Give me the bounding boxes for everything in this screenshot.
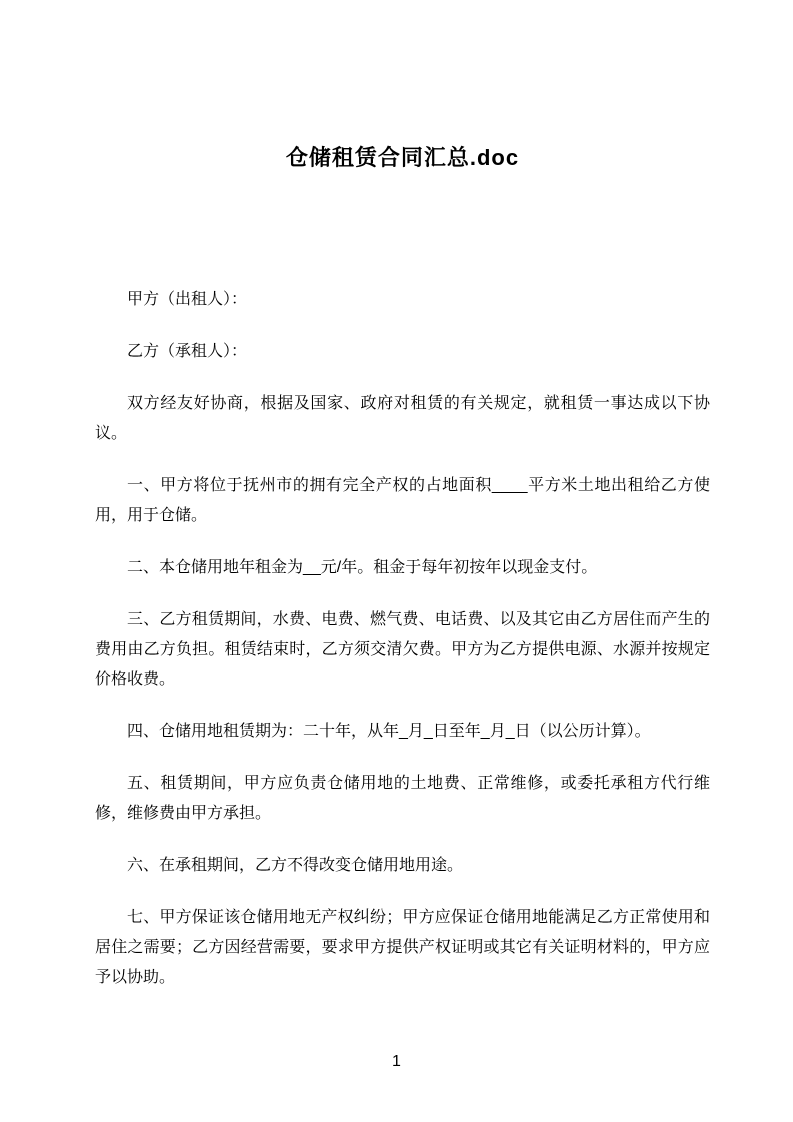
paragraph-party-a: 甲方（出租人）： [127,291,248,308]
paragraph-clause-4: 四、仓储用地租赁期为：二十年，从年_月_日至年_月_日（以公历计算）。 [127,723,651,740]
paragraph-party-b: 乙方（承租人）： [127,343,248,360]
paragraph-clause-5: 五、租赁期间，甲方应负责仓储用地的土地费、正常维修，或委托承租方代行维修，维修费由甲方承担。 [95,775,710,822]
page-number: 1 [392,1053,401,1070]
paragraph-clause-2: 二、本仓储用地年租金为__元/年。租金于每年初按年以现金支付。 [127,559,598,576]
paragraph-clause-3: 三、乙方租赁期间，水费、电费、燃气费、电话费、以及其它由乙方居住而产生的费用由乙方负担。租赁结束时，乙方须交清欠费。甲方为乙方提供电源、水源并按规定价格收费。 [95,611,710,688]
paragraph-preamble: 双方经友好协商，根据及国家、政府对租赁的有关规定，就租赁一事达成以下协议。 [95,395,710,442]
paragraph-clause-7: 七、甲方保证该仓储用地无产权纠纷；甲方应保证仓储用地能满足乙方正常使用和居住之需要；乙方因经营需要，要求甲方提供产权证明或其它有关证明材料的，甲方应予以协助。 [95,909,710,986]
paragraph-clause-6: 六、在承租期间，乙方不得改变仓储用地用途。 [127,857,464,874]
document-title: 仓储租赁合同汇总.doc [285,145,520,170]
paragraph-clause-1: 一、甲方将位于抚州市的拥有完全产权的占地面积____平方米土地出租给乙方使用，用于仓储。 [95,477,710,524]
